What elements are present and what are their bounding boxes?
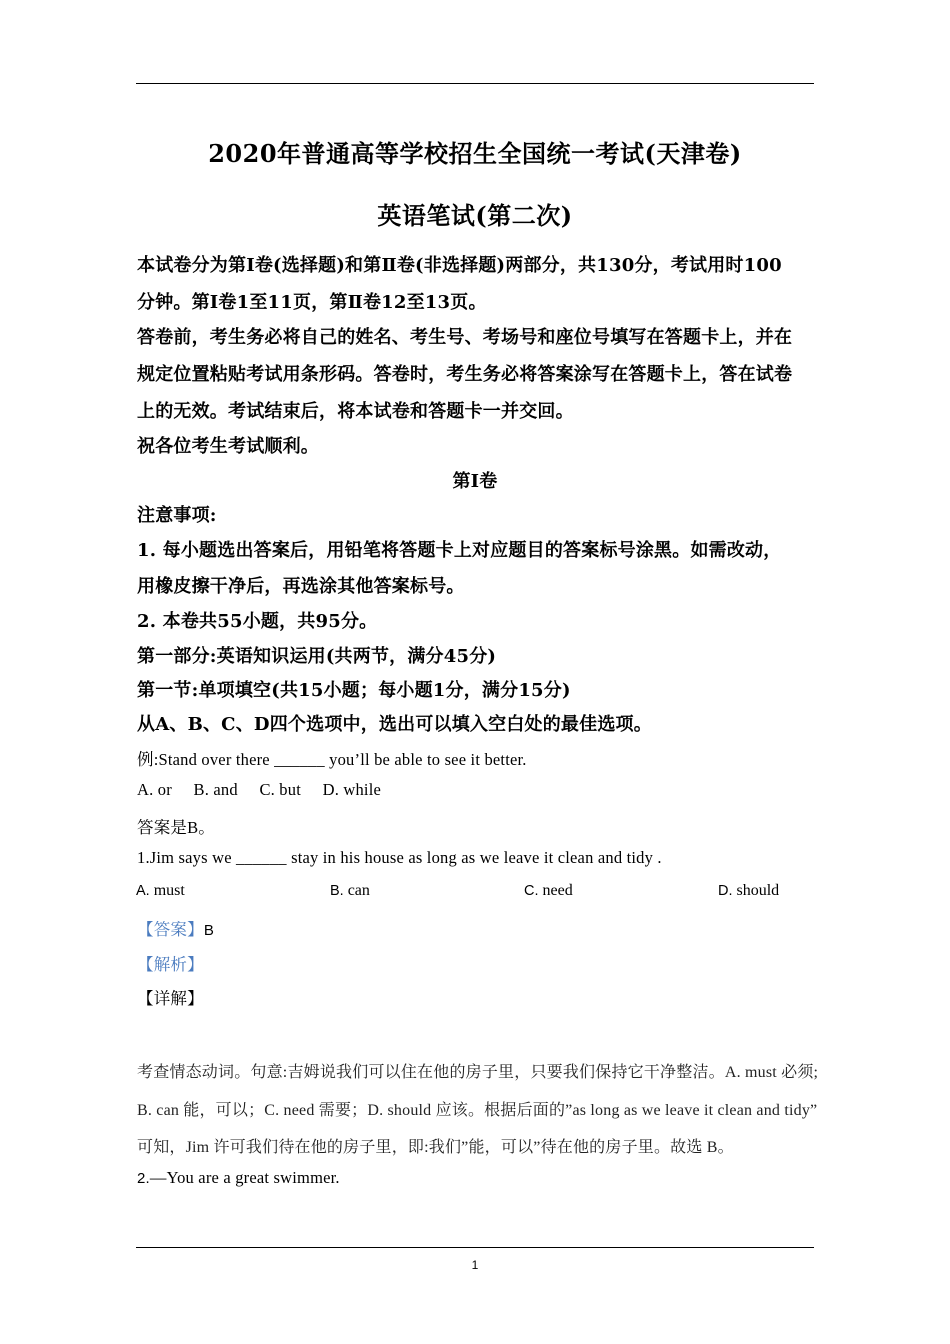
intro-line-6: 祝各位考生考试顺利。 (137, 436, 319, 457)
detail-label: 【详解】 (137, 989, 204, 1008)
note-2: 2. 本卷共55小题，共95分。 (137, 611, 378, 632)
option-text: must (149, 882, 185, 899)
intro-line-3: 答卷前，考生务必将自己的姓名、考生号、考场号和座位号填写在答题卡上，并在 (137, 327, 793, 348)
intro-line-2: 分钟。第Ⅰ卷1至11页，第Ⅱ卷12至13页。 (137, 292, 487, 313)
analysis-label: 【解析】 (137, 955, 204, 974)
part-1-section-1-heading: 第一节:单项填空(共15小题；每小题1分，满分15分) (137, 680, 571, 701)
answer-value: B (203, 922, 215, 939)
example-answer: 答案是B。 (137, 818, 216, 837)
question-1-answer (137, 916, 817, 940)
question-2-stem (137, 1168, 817, 1188)
intro-line-4: 规定位置粘贴考试用条形码。答卷时，考生务必将答案涂写在答题卡上，答在试卷 (137, 364, 793, 385)
header-rule (136, 83, 814, 84)
page-number: 1 (471, 1258, 479, 1272)
exam-title: 2020年普通高等学校招生全国统一考试(天津卷) (208, 139, 742, 168)
question-1-option-c (524, 882, 573, 900)
question-number: 2. (137, 1170, 150, 1187)
intro-line-5: 上的无效。考试结束后，将本试卷和答题卡一并交回。 (137, 401, 574, 422)
option-letter: A. (136, 883, 150, 899)
instruction: 从A、B、C、D四个选项中，选出可以填入空白处的最佳选项。 (137, 714, 652, 735)
example-question: 例:Stand over there ______ you’ll be able to see it better. (137, 750, 527, 769)
intro-line-1: 本试卷分为第Ⅰ卷(选择题)和第Ⅱ卷(非选择题)两部分，共130分，考试用时100 (137, 255, 782, 276)
option-letter: C. (524, 883, 539, 899)
explanation-line-1: 考查情态动词。句意:吉姆说我们可以住在他的房子里，只要我们保持它干净整洁。A. must 必须; (137, 1064, 819, 1081)
footer-rule (136, 1247, 814, 1248)
example-options: A. or B. and C. but D. while (137, 780, 382, 799)
note-1-line-2: 用橡皮擦干净后，再选涂其他答案标号。 (137, 576, 465, 597)
question-1-option-a (136, 882, 185, 900)
explanation-line-2: B. can 能，可以；C. need 需要；D. should 应该。根据后面的”as long as we leave it clean and tidy” (137, 1102, 818, 1119)
notes-heading: 注意事项: (137, 505, 217, 526)
volume-title: 第Ⅰ卷 (452, 471, 498, 492)
question-1-option-b (330, 882, 370, 900)
question-1-stem: 1.Jim says we ______ stay in his house as long as we leave it clean and tidy . (137, 848, 662, 867)
option-text: can (343, 882, 370, 899)
question-1-option-d (718, 882, 779, 900)
note-1-line-1: 1. 每小题选出答案后，用铅笔将答题卡上对应题目的答案标号涂黑。如需改动， (137, 540, 782, 561)
question-text: —You are a great swimmer. (149, 1168, 340, 1187)
option-text: should (732, 882, 780, 899)
explanation-line-3: 可知，Jim 许可我们待在他的房子里，即:我们”能，可以”待在他的房子里。故选 B。 (137, 1139, 734, 1156)
part-1-heading: 第一部分:英语知识运用(共两节，满分45分) (137, 646, 497, 667)
option-text: need (538, 882, 573, 899)
option-letter: D. (718, 883, 733, 899)
exam-subtitle: 英语笔试(第二次) (377, 201, 573, 230)
answer-label: 【答案】 (137, 920, 204, 939)
option-letter: B. (330, 883, 344, 899)
